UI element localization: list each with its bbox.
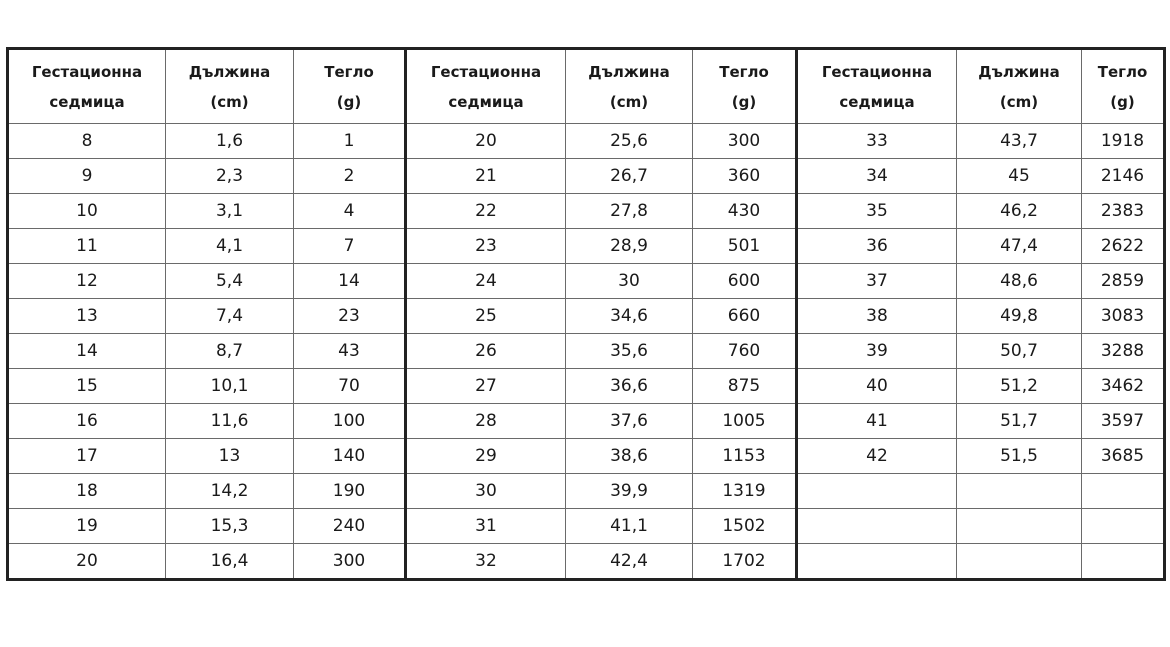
table-cell: 190 bbox=[294, 474, 406, 509]
table-cell: 15 bbox=[8, 369, 166, 404]
header-weight: Тегло (g) bbox=[294, 49, 406, 124]
table-cell bbox=[797, 474, 957, 509]
table-row bbox=[8, 474, 1165, 509]
table-cell: 48,6 bbox=[957, 264, 1082, 299]
table-cell: 46,2 bbox=[957, 194, 1082, 229]
table-cell: 7,4 bbox=[166, 299, 294, 334]
table-cell: 1502 bbox=[693, 509, 797, 544]
table-cell: 30 bbox=[566, 264, 693, 299]
table-cell: 1319 bbox=[693, 474, 797, 509]
table-cell: 2383 bbox=[1082, 194, 1165, 229]
table-cell: 3083 bbox=[1082, 299, 1165, 334]
header-week: Гестационна седмица bbox=[8, 49, 166, 124]
table-row bbox=[8, 369, 1165, 404]
table-cell: 3597 bbox=[1082, 404, 1165, 439]
table-cell: 8,7 bbox=[166, 334, 294, 369]
table-cell: 8 bbox=[8, 124, 166, 159]
table-cell: 42 bbox=[797, 439, 957, 474]
table-cell: 43 bbox=[294, 334, 406, 369]
table-cell bbox=[797, 509, 957, 544]
table-cell: 34,6 bbox=[566, 299, 693, 334]
table-cell: 49,8 bbox=[957, 299, 1082, 334]
table-cell bbox=[957, 474, 1082, 509]
table-cell: 23 bbox=[406, 229, 566, 264]
table-cell: 38,6 bbox=[566, 439, 693, 474]
table-row bbox=[8, 544, 1165, 580]
header-weight: Тегло (g) bbox=[1082, 49, 1165, 124]
table-cell: 5,4 bbox=[166, 264, 294, 299]
fetal-growth-table bbox=[6, 47, 1166, 581]
table-cell: 4 bbox=[294, 194, 406, 229]
table-cell: 27 bbox=[406, 369, 566, 404]
table-body bbox=[8, 124, 1165, 580]
table-cell: 9 bbox=[8, 159, 166, 194]
table-cell: 2622 bbox=[1082, 229, 1165, 264]
table-cell: 29 bbox=[406, 439, 566, 474]
table-cell: 1005 bbox=[693, 404, 797, 439]
table-cell: 15,3 bbox=[166, 509, 294, 544]
table-cell: 70 bbox=[294, 369, 406, 404]
table-cell: 37 bbox=[797, 264, 957, 299]
table-cell: 36 bbox=[797, 229, 957, 264]
table-cell: 300 bbox=[294, 544, 406, 580]
table-cell: 660 bbox=[693, 299, 797, 334]
table-cell: 39 bbox=[797, 334, 957, 369]
table-cell bbox=[1082, 544, 1165, 580]
table-cell: 17 bbox=[8, 439, 166, 474]
table-cell: 41,1 bbox=[566, 509, 693, 544]
table-cell: 47,4 bbox=[957, 229, 1082, 264]
table-cell: 19 bbox=[8, 509, 166, 544]
header-row bbox=[8, 49, 1165, 124]
table-cell: 51,5 bbox=[957, 439, 1082, 474]
table-cell: 28 bbox=[406, 404, 566, 439]
table-row bbox=[8, 509, 1165, 544]
table-cell bbox=[1082, 474, 1165, 509]
table-cell: 10 bbox=[8, 194, 166, 229]
table-cell: 40 bbox=[797, 369, 957, 404]
table-cell: 2859 bbox=[1082, 264, 1165, 299]
table-cell: 20 bbox=[406, 124, 566, 159]
table-cell: 16,4 bbox=[166, 544, 294, 580]
table-cell: 1918 bbox=[1082, 124, 1165, 159]
table-cell: 14 bbox=[8, 334, 166, 369]
table-cell: 11 bbox=[8, 229, 166, 264]
header-week: Гестационна седмица bbox=[406, 49, 566, 124]
table-cell: 501 bbox=[693, 229, 797, 264]
table-cell: 30 bbox=[406, 474, 566, 509]
table-cell: 38 bbox=[797, 299, 957, 334]
table-cell: 10,1 bbox=[166, 369, 294, 404]
table-cell: 18 bbox=[8, 474, 166, 509]
table-cell: 21 bbox=[406, 159, 566, 194]
table-cell: 1153 bbox=[693, 439, 797, 474]
table-cell: 2146 bbox=[1082, 159, 1165, 194]
table-cell: 1,6 bbox=[166, 124, 294, 159]
table-cell: 26 bbox=[406, 334, 566, 369]
table-cell: 32 bbox=[406, 544, 566, 580]
table-cell: 14,2 bbox=[166, 474, 294, 509]
table-cell bbox=[957, 509, 1082, 544]
table-cell: 11,6 bbox=[166, 404, 294, 439]
table-cell: 33 bbox=[797, 124, 957, 159]
table-cell: 3288 bbox=[1082, 334, 1165, 369]
table-cell: 45 bbox=[957, 159, 1082, 194]
table-cell: 39,9 bbox=[566, 474, 693, 509]
table-cell: 51,7 bbox=[957, 404, 1082, 439]
table-cell: 27,8 bbox=[566, 194, 693, 229]
header-length: Дължина (cm) bbox=[957, 49, 1082, 124]
table-cell: 240 bbox=[294, 509, 406, 544]
table-cell: 3,1 bbox=[166, 194, 294, 229]
table-cell bbox=[1082, 509, 1165, 544]
table-cell: 140 bbox=[294, 439, 406, 474]
table-cell: 31 bbox=[406, 509, 566, 544]
table-cell: 300 bbox=[693, 124, 797, 159]
table-cell: 51,2 bbox=[957, 369, 1082, 404]
table-row bbox=[8, 229, 1165, 264]
table-cell: 14 bbox=[294, 264, 406, 299]
table-cell: 600 bbox=[693, 264, 797, 299]
table-cell: 37,6 bbox=[566, 404, 693, 439]
table-row bbox=[8, 299, 1165, 334]
table-cell: 42,4 bbox=[566, 544, 693, 580]
table-cell: 760 bbox=[693, 334, 797, 369]
table-cell: 43,7 bbox=[957, 124, 1082, 159]
table-cell: 35,6 bbox=[566, 334, 693, 369]
table-cell: 360 bbox=[693, 159, 797, 194]
header-length: Дължина (cm) bbox=[566, 49, 693, 124]
table-cell: 36,6 bbox=[566, 369, 693, 404]
table-cell: 20 bbox=[8, 544, 166, 580]
table-row bbox=[8, 334, 1165, 369]
table-cell: 25,6 bbox=[566, 124, 693, 159]
header-week: Гестационна седмица bbox=[797, 49, 957, 124]
table-row bbox=[8, 439, 1165, 474]
table-cell: 875 bbox=[693, 369, 797, 404]
table-cell: 7 bbox=[294, 229, 406, 264]
table-cell bbox=[797, 544, 957, 580]
table-cell: 28,9 bbox=[566, 229, 693, 264]
table-row bbox=[8, 159, 1165, 194]
table-cell bbox=[957, 544, 1082, 580]
table-cell: 12 bbox=[8, 264, 166, 299]
table-cell: 22 bbox=[406, 194, 566, 229]
table-cell: 100 bbox=[294, 404, 406, 439]
table-cell: 13 bbox=[8, 299, 166, 334]
table-cell: 4,1 bbox=[166, 229, 294, 264]
table-cell: 50,7 bbox=[957, 334, 1082, 369]
table-cell: 24 bbox=[406, 264, 566, 299]
table-cell: 3685 bbox=[1082, 439, 1165, 474]
table-cell: 1702 bbox=[693, 544, 797, 580]
table-cell: 16 bbox=[8, 404, 166, 439]
table-cell: 430 bbox=[693, 194, 797, 229]
table-row bbox=[8, 404, 1165, 439]
header-length: Дължина (cm) bbox=[166, 49, 294, 124]
header-weight: Тегло (g) bbox=[693, 49, 797, 124]
table-row bbox=[8, 194, 1165, 229]
table-cell: 34 bbox=[797, 159, 957, 194]
table-cell: 26,7 bbox=[566, 159, 693, 194]
table-cell: 25 bbox=[406, 299, 566, 334]
table-cell: 13 bbox=[166, 439, 294, 474]
table-cell: 23 bbox=[294, 299, 406, 334]
table-cell: 1 bbox=[294, 124, 406, 159]
table-cell: 41 bbox=[797, 404, 957, 439]
table-cell: 35 bbox=[797, 194, 957, 229]
table-row bbox=[8, 264, 1165, 299]
table-cell: 2,3 bbox=[166, 159, 294, 194]
table-cell: 2 bbox=[294, 159, 406, 194]
table-row bbox=[8, 124, 1165, 159]
table-cell: 3462 bbox=[1082, 369, 1165, 404]
